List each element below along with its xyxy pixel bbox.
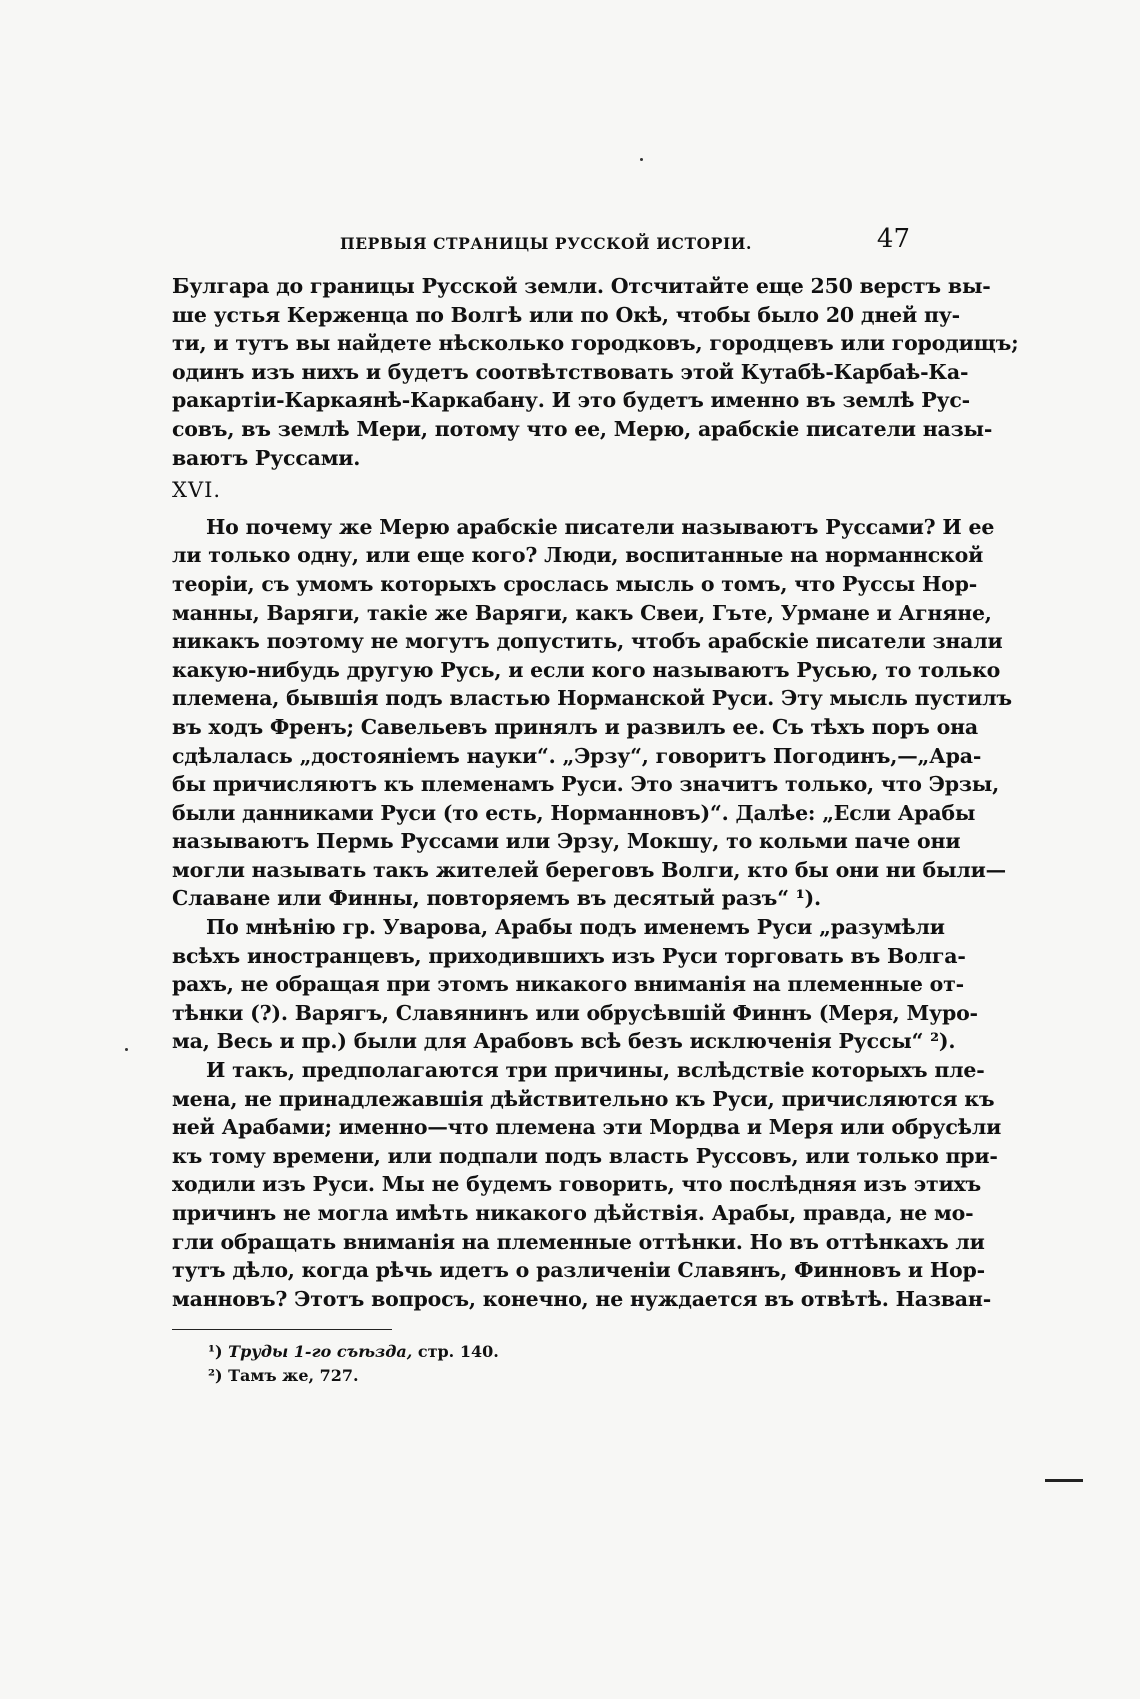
text-line: рахъ, не обращая при этомъ никакого вниманія на племенные от- [172, 972, 964, 997]
text-line: ти, и тутъ вы найдете нѣсколько городковъ, городцевъ или городищъ; [172, 331, 1019, 356]
text-line: какую-нибудь другую Русь, и если кого называютъ Русью, то только [172, 657, 1001, 682]
text-line: были данниками Руси (то есть, Норманновъ)“. Далѣе: „Если Арабы [172, 800, 976, 825]
text-line: бы причисляютъ къ племенамъ Руси. Это значитъ только, что Эрзы, [172, 772, 1000, 797]
scan-speck [125, 1048, 128, 1051]
page [172, 224, 1019, 1388]
text-line: ней Арабами; именно—что племена эти Мордва и Меря или обрусѣли [172, 1115, 1002, 1140]
body-text [172, 272, 1019, 1313]
margin-dash-mark [1045, 1479, 1083, 1482]
text-line: И такъ, предполагаются три причины, вслѣдствіе которыхъ пле- [206, 1058, 985, 1083]
text-line: могли называть такъ жителей береговъ Волги, кто бы они ни были— [172, 857, 1006, 882]
text-line: никакъ поэтому не могутъ допустить, чтобъ арабскіе писатели знали [172, 629, 1003, 654]
text-line: къ тому времени, или подпали подъ власть Руссовъ, или только при- [172, 1143, 998, 1168]
text-line: манновъ? Этотъ вопросъ, конечно, не нуждается въ отвѣтѣ. Назван- [172, 1286, 992, 1311]
text-line: гли обращать вниманія на племенные оттѣнки. Но въ оттѣнкахъ ли [172, 1229, 985, 1254]
footnote-rule [172, 1329, 392, 1330]
text-line: Но почему же Мерю арабскіе писатели называютъ Руссами? И ее [206, 514, 995, 539]
text-line: называютъ Пермь Руссами или Эрзу, Мокшу, то кольми паче они [172, 829, 961, 854]
text-line: ракартіи-Каркаянѣ-Каркабану. И это будетъ именно въ землѣ Рус- [172, 388, 970, 413]
text-line: ма, Весь и пр.) были для Арабовъ всѣ безъ исключенія Руссы“ ²). [172, 1029, 956, 1054]
text-line: мена, не принадлежавшія дѣйствительно къ Руси, причисляются къ [172, 1086, 995, 1111]
page-number: 47 [876, 224, 910, 254]
text-line: манны, Варяги, такіе же Варяги, какъ Свеи, Гъте, Урмане и Агняне, [172, 600, 992, 625]
text-line: По мнѣнію гр. Уварова, Арабы подъ именемъ Руси „разумѣли [206, 915, 945, 940]
section-heading: XVI. [172, 478, 222, 503]
footnote-text: Тамъ же, 727. [222, 1366, 359, 1386]
text-line: тутъ дѣло, когда рѣчь идетъ о различеніи Славянъ, Финновъ и Нор- [172, 1258, 985, 1283]
text-line: ли только одну, или еще кого? Люди, воспитанные на норманнской [172, 543, 984, 568]
text-line: всѣхъ иностранцевъ, приходившихъ изъ Руси торговать въ Волга- [172, 943, 966, 968]
text-line: ваютъ Руссами. [172, 445, 361, 470]
text-line: причинъ не могла имѣть никакого дѣйствія. Арабы, правда, не мо- [172, 1201, 974, 1225]
paragraph-1 [172, 272, 1019, 472]
footnote-title: Труды 1-го съѣзда, [228, 1342, 413, 1362]
text-line: Булгара до границы Русской земли. Отсчитайте еще 250 верстъ вы- [172, 274, 991, 298]
text-line: Славане или Финны, повторяемъ въ десятый разъ“ ¹). [172, 886, 821, 911]
text-line: совъ, въ землѣ Мери, потому что ее, Мерю, арабскіе писатели назы- [172, 416, 993, 441]
footnote-1 [172, 1340, 910, 1364]
footnote-text: стр. 140. [412, 1342, 499, 1362]
text-line: ходили изъ Руси. Мы не будемъ говорить, что послѣдняя изъ этихъ [172, 1172, 982, 1197]
text-line: тѣнки (?). Варягъ, Славянинъ или обрусѣвшій Финнъ (Меря, Муро- [172, 1000, 978, 1025]
paragraph-3 [172, 913, 978, 1056]
page-header [172, 224, 910, 272]
footnote-2 [172, 1364, 910, 1388]
running-head: ПЕРВЫЯ СТРАНИЦЫ РУССКОЙ ИСТОРІИ. [340, 234, 753, 253]
text-line: племена, бывшія подъ властью Норманской Руси. Эту мысль пустилъ [172, 686, 1012, 711]
text-line: ше устья Керженца по Волгѣ или по Окѣ, чтобы было 20 дней пу- [172, 302, 960, 327]
text-line: въ ходъ Френъ; Савельевъ принялъ и развилъ ее. Съ тѣхъ поръ она [172, 714, 978, 739]
text-line: сдѣлалась „достояніемъ науки“. „Эрзу“, говоритъ Погодинъ,—„Ара- [172, 743, 982, 768]
paragraph-4 [172, 1056, 1002, 1313]
footnote-marker: ²) [208, 1366, 223, 1386]
paragraph-2 [172, 513, 1012, 913]
footnote-marker: ¹) [208, 1342, 223, 1362]
text-line: одинъ изъ нихъ и будетъ соотвѣтствовать этой Кутабѣ-Карбаѣ-Ка- [172, 359, 969, 384]
text-line: теоріи, съ умомъ которыхъ срослась мысль о томъ, что Руссы Нор- [172, 571, 978, 596]
scan-speck [640, 158, 643, 161]
